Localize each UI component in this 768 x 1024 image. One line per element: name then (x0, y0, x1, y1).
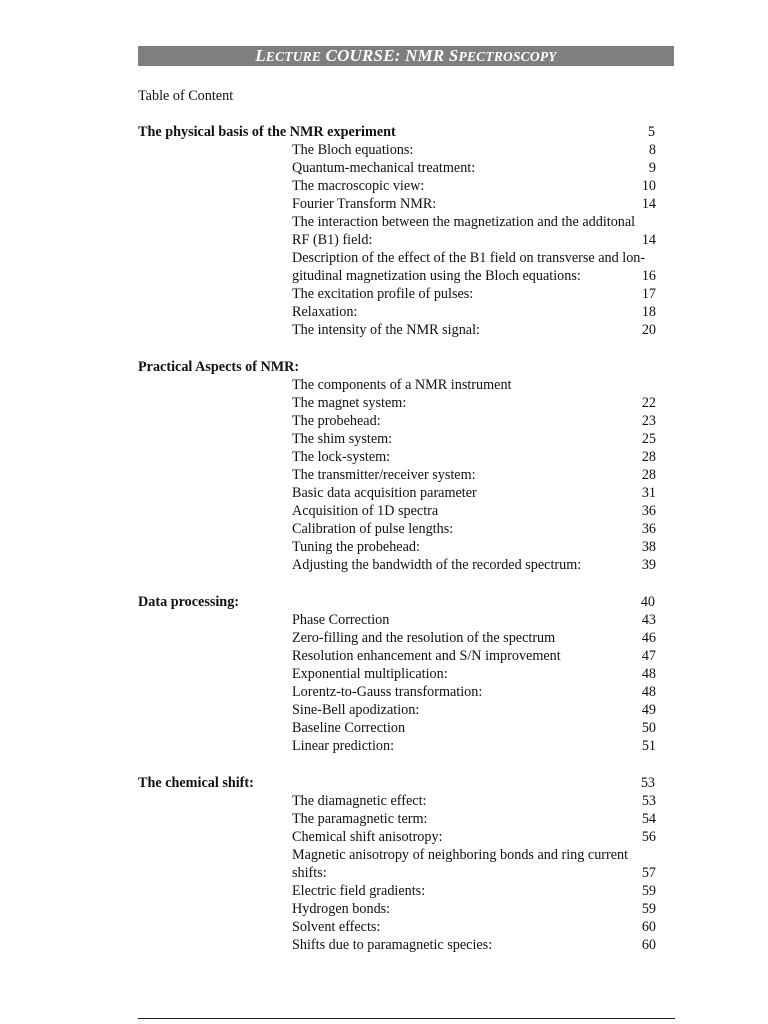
entry-label: Hydrogen bonds: (292, 901, 391, 917)
entry-label: Quantum-mechanical treatment: (292, 160, 476, 176)
entry-page: 56 (641, 829, 656, 845)
toc-entry[interactable] (292, 231, 656, 249)
toc-entry[interactable] (292, 249, 656, 267)
entry-page: 43 (641, 612, 656, 628)
toc-entry[interactable] (292, 430, 656, 448)
toc-entry[interactable] (292, 303, 656, 321)
toc-entry[interactable] (292, 267, 656, 285)
entry-label: Basic data acquisition parameter (292, 485, 477, 501)
footer-rule (138, 1018, 675, 1019)
entry-label: Electric field gradients: (292, 883, 426, 899)
entry-page: 9 (648, 160, 656, 176)
toc-entry[interactable] (292, 285, 656, 303)
entry-label: Shifts due to paramagnetic species: (292, 937, 493, 953)
toc-entry[interactable] (292, 647, 656, 665)
entry-label: gitudinal magnetization using the Bloch equations: (292, 268, 581, 284)
entry-page: 36 (641, 503, 656, 519)
toc-entry[interactable] (292, 900, 656, 918)
toc-entry[interactable] (292, 701, 656, 719)
entry-page: 39 (641, 557, 656, 573)
entry-label: The excitation profile of pulses: (292, 286, 474, 302)
toc-entry[interactable] (292, 484, 656, 502)
entry-page: 59 (641, 883, 656, 899)
entry-label: The shim system: (292, 431, 393, 447)
toc-entry[interactable] (292, 810, 656, 828)
entry-page: 50 (641, 720, 656, 736)
entry-page: 60 (641, 937, 656, 953)
entry-label: Linear prediction: (292, 738, 395, 754)
entry-label: Phase Correction (292, 612, 390, 628)
entry-page: 54 (641, 811, 656, 827)
toc-entry[interactable] (292, 159, 656, 177)
entry-label: The paramagnetic term: (292, 811, 428, 827)
toc-entry[interactable] (292, 141, 656, 159)
entry-page: 17 (641, 286, 656, 302)
entry-label: Resolution enhancement and S/N improvement (292, 648, 561, 664)
toc-entry[interactable] (292, 719, 656, 737)
entry-label: Zero-filling and the resolution of the spectrum (292, 630, 556, 646)
title-initial-s: S (448, 46, 459, 65)
entry-label: Magnetic anisotropy of neighboring bonds and ring current (292, 847, 629, 863)
entry-label: The probehead: (292, 413, 381, 429)
entry-page: 14 (641, 232, 656, 248)
toc-entry[interactable] (292, 376, 656, 394)
section-heading[interactable]: Practical Aspects of NMR: (138, 359, 300, 375)
entry-label: The Bloch equations: (292, 142, 414, 158)
entry-label: The diamagnetic effect: (292, 793, 427, 809)
section-heading[interactable]: Data processing: (138, 594, 240, 610)
entry-label: shifts: (292, 865, 327, 881)
entry-label: Lorentz-to-Gauss transformation: (292, 684, 483, 700)
entry-label: The lock-system: (292, 449, 391, 465)
toc-entry[interactable] (292, 918, 656, 936)
toc-entry[interactable] (292, 828, 656, 846)
toc-entry[interactable] (292, 556, 656, 574)
entry-page: 36 (641, 521, 656, 537)
toc-entry[interactable] (292, 520, 656, 538)
toc-entry[interactable] (292, 792, 656, 810)
toc-entry[interactable] (292, 864, 656, 882)
entry-page: 51 (641, 738, 656, 754)
toc-entry[interactable] (292, 412, 656, 430)
entry-label: RF (B1) field: (292, 232, 373, 248)
entry-page: 16 (641, 268, 656, 284)
entry-page: 31 (641, 485, 656, 501)
toc-entry[interactable] (292, 665, 656, 683)
entry-label: Calibration of pulse lengths: (292, 521, 454, 537)
entry-page: 38 (641, 539, 656, 555)
entry-page: 10 (641, 178, 656, 194)
title-course-nmr: COURSE: NMR (321, 46, 449, 65)
entry-page: 23 (641, 413, 656, 429)
entry-label: The interaction between the magnetization and the additonal (292, 214, 636, 230)
entry-page: 53 (641, 793, 656, 809)
toc-entry[interactable] (292, 538, 656, 556)
toc-entry[interactable] (292, 683, 656, 701)
entry-label: Sine-Bell apodization: (292, 702, 420, 718)
section-page-number: 40 (640, 594, 655, 610)
entry-page: 25 (641, 431, 656, 447)
entry-page: 57 (641, 865, 656, 881)
title-lecture-rest: ECTURE (265, 49, 322, 64)
entry-page: 8 (648, 142, 656, 158)
toc-entry[interactable] (292, 502, 656, 520)
entry-page: 49 (641, 702, 656, 718)
entry-page: 48 (641, 666, 656, 682)
toc-entry[interactable] (292, 394, 656, 412)
entry-page: 14 (641, 196, 656, 212)
entry-page: 28 (641, 467, 656, 483)
toc-entry[interactable] (292, 321, 656, 339)
entry-label: Acquisition of 1D spectra (292, 503, 439, 519)
entry-label: Solvent effects: (292, 919, 381, 935)
entry-label: The intensity of the NMR signal: (292, 322, 480, 338)
entry-page: 46 (641, 630, 656, 646)
toc-entry[interactable] (292, 611, 656, 629)
entry-label: Adjusting the bandwidth of the recorded spectrum: (292, 557, 582, 573)
section-page-number: 5 (647, 124, 655, 140)
section-heading[interactable]: The chemical shift: (138, 775, 254, 791)
toc-entry[interactable] (292, 846, 656, 864)
entry-label: The magnet system: (292, 395, 407, 411)
toc-entry[interactable] (292, 629, 656, 647)
entry-label: Chemical shift anisotropy: (292, 829, 443, 845)
entry-page: 59 (641, 901, 656, 917)
entry-label: Fourier Transform NMR: (292, 196, 437, 212)
entry-label: Exponential multiplication: (292, 666, 448, 682)
toc-entry[interactable] (292, 177, 656, 195)
entry-page: 48 (641, 684, 656, 700)
entry-page: 60 (641, 919, 656, 935)
section-page-number: 53 (640, 775, 655, 791)
title-initial-l: L (255, 46, 266, 65)
toc-heading: Table of Content (138, 88, 234, 104)
toc-entry[interactable] (292, 213, 656, 231)
toc-entry[interactable] (292, 882, 656, 900)
entry-page: 47 (641, 648, 656, 664)
entry-page: 22 (641, 395, 656, 411)
section-heading[interactable]: The physical basis of the NMR experiment (138, 124, 396, 140)
course-title-banner (138, 46, 674, 66)
entry-page: 28 (641, 449, 656, 465)
title-spectroscopy-rest: PECTROSCOPY (458, 49, 557, 64)
entry-label: Description of the effect of the B1 field on transverse and lon- (292, 250, 646, 266)
entry-label: The components of a NMR instrument (292, 377, 512, 393)
entry-page: 20 (641, 322, 656, 338)
toc-entry[interactable] (292, 466, 656, 484)
entry-label: The transmitter/receiver system: (292, 467, 476, 483)
entry-label: Relaxation: (292, 304, 358, 320)
toc-entry[interactable] (292, 737, 656, 755)
toc-entry[interactable] (292, 448, 656, 466)
toc-entry[interactable] (292, 195, 656, 213)
toc-entry[interactable] (292, 936, 656, 954)
entry-label: Tuning the probehead: (292, 539, 420, 555)
entry-page: 18 (641, 304, 656, 320)
entry-label: The macroscopic view: (292, 178, 425, 194)
entry-label: Baseline Correction (292, 720, 406, 736)
